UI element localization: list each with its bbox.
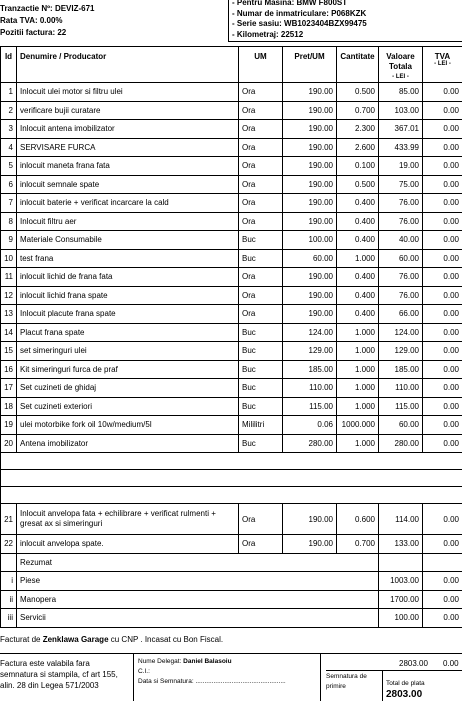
row-id: 14 xyxy=(1,323,17,342)
row-name: Inlocuit ulei motor si filtru ulei xyxy=(17,83,239,102)
row-price: 190.00 xyxy=(283,175,337,194)
summary-value: 1003.00 xyxy=(379,572,423,591)
row-id: 8 xyxy=(1,212,17,231)
row-id: 16 xyxy=(1,360,17,379)
row-price: 100.00 xyxy=(283,231,337,250)
delegate-line xyxy=(138,657,320,667)
row-tva: 0.00 xyxy=(423,397,462,416)
summary-name: Manopera xyxy=(17,590,379,609)
row-name: test frana xyxy=(17,249,239,268)
summary-title: Rezumat xyxy=(17,553,379,572)
row-id: 9 xyxy=(1,231,17,250)
row-price: 190.00 xyxy=(283,157,337,176)
row-um: Ora xyxy=(239,157,283,176)
row-value: 103.00 xyxy=(379,101,423,120)
row-qty: 0.500 xyxy=(337,175,379,194)
row-tva: 0.00 xyxy=(423,504,462,535)
row-name: verificare bujii curatare xyxy=(17,101,239,120)
validity-line: semnatura si stampila, cf art 155, xyxy=(0,669,130,680)
row-um: Buc xyxy=(239,231,283,250)
delegate-block xyxy=(133,654,321,701)
row-qty: 0.500 xyxy=(337,83,379,102)
spacer-row xyxy=(1,487,462,504)
table-row xyxy=(1,268,462,287)
row-price: 190.00 xyxy=(283,194,337,213)
sign-date-label: Data si Semnatura: .................................................. xyxy=(138,677,320,687)
row-um: Buc xyxy=(239,323,283,342)
row-um: Ora xyxy=(239,286,283,305)
row-value: 110.00 xyxy=(379,379,423,398)
col-id-header: Id xyxy=(1,47,17,83)
row-tva: 0.00 xyxy=(423,535,462,554)
row-id: 11 xyxy=(1,268,17,287)
row-price: 190.00 xyxy=(283,268,337,287)
row-value: 75.00 xyxy=(379,175,423,194)
summary-tva: 0.00 xyxy=(423,572,462,591)
row-value: 133.00 xyxy=(379,535,423,554)
row-tva: 0.00 xyxy=(423,249,462,268)
table-row xyxy=(1,138,462,157)
billing-note-prefix: Facturat de xyxy=(0,635,40,644)
delegate-name: Daniel Balasoiu xyxy=(183,658,231,665)
row-name: inlocuit baterie + verificat incarcare la cald xyxy=(17,194,239,213)
transaction-info xyxy=(0,0,228,39)
row-price: 190.00 xyxy=(283,535,337,554)
col-value-header xyxy=(379,47,423,83)
summary-name: Servicii xyxy=(17,609,379,628)
invoice-table xyxy=(0,46,462,628)
row-um: Buc xyxy=(239,360,283,379)
table-row xyxy=(1,175,462,194)
spacer-row xyxy=(1,470,462,487)
row-value: 60.00 xyxy=(379,249,423,268)
row-tva: 0.00 xyxy=(423,231,462,250)
row-name: Inlocuit filtru aer xyxy=(17,212,239,231)
summary-row xyxy=(1,572,462,591)
summary-row xyxy=(1,609,462,628)
row-qty: 1.000 xyxy=(337,397,379,416)
transaction-number: Tranzactie Nº: DEVIZ-671 xyxy=(0,3,228,15)
row-qty: 0.400 xyxy=(337,268,379,287)
table-row xyxy=(1,379,462,398)
row-value: 40.00 xyxy=(379,231,423,250)
row-tva: 0.00 xyxy=(423,305,462,324)
row-name: Placut frana spate xyxy=(17,323,239,342)
row-tva: 0.00 xyxy=(423,268,462,287)
row-um: Ora xyxy=(239,175,283,194)
row-name: ulei motorbike fork oil 10w/medium/5l xyxy=(17,416,239,435)
row-id: 18 xyxy=(1,397,17,416)
row-um: Buc xyxy=(239,434,283,453)
table-row xyxy=(1,305,462,324)
row-value: 19.00 xyxy=(379,157,423,176)
row-id: 15 xyxy=(1,342,17,361)
row-qty: 0.100 xyxy=(337,157,379,176)
table-row xyxy=(1,212,462,231)
mileage: - Kilometraj: 22512 xyxy=(232,30,462,41)
row-tva: 0.00 xyxy=(423,157,462,176)
table-row xyxy=(1,194,462,213)
total-pay-label: Total de plata xyxy=(386,680,425,687)
row-tva: 0.00 xyxy=(423,360,462,379)
row-name: inlocuit semnale spate xyxy=(17,175,239,194)
row-qty: 1.000 xyxy=(337,249,379,268)
row-price: 110.00 xyxy=(283,379,337,398)
row-tva: 0.00 xyxy=(423,194,462,213)
row-tva: 0.00 xyxy=(423,83,462,102)
billing-note-suffix: cu CNP . Incasat cu Bon Fiscal. xyxy=(111,635,223,644)
row-qty: 0.400 xyxy=(337,286,379,305)
row-id: 19 xyxy=(1,416,17,435)
table-row xyxy=(1,504,462,535)
vehicle-info xyxy=(228,0,462,42)
grand-total: 2803.00 xyxy=(399,659,428,668)
col-value-title: Valoare Totala xyxy=(386,52,414,71)
row-price: 190.00 xyxy=(283,120,337,139)
row-tva: 0.00 xyxy=(423,434,462,453)
vat-rate: Rata TVA: 0.00% xyxy=(0,15,228,27)
validity-line: Factura este valabila fara xyxy=(0,658,130,669)
row-price: 190.00 xyxy=(283,286,337,305)
row-id: 10 xyxy=(1,249,17,268)
row-value: 433.99 xyxy=(379,138,423,157)
col-um-header: UM xyxy=(239,47,283,83)
row-tva: 0.00 xyxy=(423,323,462,342)
row-um: Ora xyxy=(239,535,283,554)
table-row xyxy=(1,120,462,139)
row-qty: 1.000 xyxy=(337,434,379,453)
row-price: 185.00 xyxy=(283,360,337,379)
col-value-unit: - LEI - xyxy=(382,72,419,82)
col-tva-title: TVA xyxy=(435,52,450,61)
row-value: 85.00 xyxy=(379,83,423,102)
row-um: Ora xyxy=(239,194,283,213)
row-id: 7 xyxy=(1,194,17,213)
row-qty: 1.000 xyxy=(337,379,379,398)
billing-company: Zenklawa Garage xyxy=(43,635,109,644)
row-value: 280.00 xyxy=(379,434,423,453)
row-value: 115.00 xyxy=(379,397,423,416)
row-qty: 0.400 xyxy=(337,212,379,231)
row-id: 17 xyxy=(1,379,17,398)
row-id: 4 xyxy=(1,138,17,157)
row-name: inlocuit maneta frana fata xyxy=(17,157,239,176)
row-value: 66.00 xyxy=(379,305,423,324)
table-row xyxy=(1,416,462,435)
row-price: 60.00 xyxy=(283,249,337,268)
billing-note xyxy=(0,635,223,644)
table-row xyxy=(1,249,462,268)
row-id: 13 xyxy=(1,305,17,324)
table-row xyxy=(1,360,462,379)
row-value: 114.00 xyxy=(379,504,423,535)
row-tva: 0.00 xyxy=(423,101,462,120)
row-qty: 0.400 xyxy=(337,194,379,213)
row-id: 6 xyxy=(1,175,17,194)
row-value: 367.01 xyxy=(379,120,423,139)
row-price: 190.00 xyxy=(283,101,337,120)
summary-title-row xyxy=(1,553,462,572)
table-row xyxy=(1,231,462,250)
table-row xyxy=(1,286,462,305)
row-price: 190.00 xyxy=(283,212,337,231)
total-pay-value: 2803.00 xyxy=(386,689,422,700)
row-qty: 1.000 xyxy=(337,360,379,379)
row-price: 0.06 xyxy=(283,416,337,435)
row-qty: 0.400 xyxy=(337,231,379,250)
row-name: Inlocuit placute frana spate xyxy=(17,305,239,324)
row-tva: 0.00 xyxy=(423,416,462,435)
row-name: Antena imobilizator xyxy=(17,434,239,453)
row-id: 5 xyxy=(1,157,17,176)
table-row xyxy=(1,342,462,361)
row-value: 185.00 xyxy=(379,360,423,379)
summary-tva: 0.00 xyxy=(423,590,462,609)
row-tva: 0.00 xyxy=(423,175,462,194)
validity-line: alin. 28 din Legea 571/2003 xyxy=(0,680,130,691)
row-name: Set cuzineti de ghidaj xyxy=(17,379,239,398)
row-tva: 0.00 xyxy=(423,120,462,139)
row-value: 76.00 xyxy=(379,212,423,231)
row-um: Buc xyxy=(239,397,283,416)
spacer-row xyxy=(1,453,462,470)
row-qty: 0.700 xyxy=(337,535,379,554)
row-um: Buc xyxy=(239,342,283,361)
row-id: 1 xyxy=(1,83,17,102)
row-name: SERVISARE FURCA xyxy=(17,138,239,157)
summary-row xyxy=(1,590,462,609)
row-value: 129.00 xyxy=(379,342,423,361)
row-price: 190.00 xyxy=(283,305,337,324)
delegate-label: Nume Delegat: xyxy=(138,658,181,665)
row-tva: 0.00 xyxy=(423,379,462,398)
row-name: inlocuit anvelopa spate. xyxy=(17,535,239,554)
grand-total-tva: 0.00 xyxy=(443,659,459,668)
row-tva: 0.00 xyxy=(423,138,462,157)
row-name: Inlocuit anvelopa fata + echilibrare + verificat rulmenti + gresat ax si simeringuri xyxy=(17,504,239,535)
row-um: Ora xyxy=(239,212,283,231)
row-qty: 1000.000 xyxy=(337,416,379,435)
summary-id: ii xyxy=(1,590,17,609)
col-name-header: Denumire / Producator xyxy=(17,47,239,83)
row-um: Buc xyxy=(239,379,283,398)
row-value: 76.00 xyxy=(379,286,423,305)
summary-name: Piese xyxy=(17,572,379,591)
vehicle-model: - Pentru Masina: BMW F800ST xyxy=(232,0,462,9)
row-um: Ora xyxy=(239,504,283,535)
col-price-header: Pret/UM xyxy=(283,47,337,83)
receiver-signature xyxy=(322,672,386,692)
row-qty: 1.000 xyxy=(337,323,379,342)
table-row xyxy=(1,434,462,453)
row-um: Ora xyxy=(239,138,283,157)
chassis-number: - Serie sasiu: WB1023404BZX99475 xyxy=(232,19,462,30)
row-id: 22 xyxy=(1,535,17,554)
summary-id: i xyxy=(1,572,17,591)
row-price: 280.00 xyxy=(283,434,337,453)
row-qty: 2.300 xyxy=(337,120,379,139)
row-value: 124.00 xyxy=(379,323,423,342)
summary-value: 100.00 xyxy=(379,609,423,628)
row-id: 2 xyxy=(1,101,17,120)
ci-label: C.I.: xyxy=(138,667,320,677)
row-price: 129.00 xyxy=(283,342,337,361)
row-qty: 0.400 xyxy=(337,305,379,324)
row-um: Ora xyxy=(239,120,283,139)
row-name: inlocuit lichid frana spate xyxy=(17,286,239,305)
row-um: Ora xyxy=(239,83,283,102)
row-price: 115.00 xyxy=(283,397,337,416)
summary-tva: 0.00 xyxy=(423,609,462,628)
row-value: 76.00 xyxy=(379,194,423,213)
table-header-row xyxy=(1,47,462,83)
row-qty: 0.600 xyxy=(337,504,379,535)
row-price: 124.00 xyxy=(283,323,337,342)
table-row xyxy=(1,83,462,102)
row-price: 190.00 xyxy=(283,504,337,535)
table-row xyxy=(1,323,462,342)
row-name: Materiale Consumabile xyxy=(17,231,239,250)
row-tva: 0.00 xyxy=(423,286,462,305)
validity-note xyxy=(0,658,130,691)
row-qty: 2.600 xyxy=(337,138,379,157)
row-name: Kit simeringuri furca de praf xyxy=(17,360,239,379)
table-row xyxy=(1,397,462,416)
row-id: 12 xyxy=(1,286,17,305)
col-qty-header: Cantitate xyxy=(337,47,379,83)
row-name: Inlocuit antena imobilizator xyxy=(17,120,239,139)
row-price: 190.00 xyxy=(283,138,337,157)
row-name: Set cuzineti exteriori xyxy=(17,397,239,416)
row-um: Mililitri xyxy=(239,416,283,435)
row-um: Ora xyxy=(239,305,283,324)
row-tva: 0.00 xyxy=(423,342,462,361)
invoice-positions: Pozitii factura: 22 xyxy=(0,27,228,39)
col-tva-unit: - LEI - xyxy=(426,61,459,67)
row-qty: 1.000 xyxy=(337,342,379,361)
plate-number: - Numar de inmatriculare: P068KZK xyxy=(232,9,462,20)
row-value: 76.00 xyxy=(379,268,423,287)
summary-value: 1700.00 xyxy=(379,590,423,609)
table-row xyxy=(1,101,462,120)
row-price: 190.00 xyxy=(283,83,337,102)
col-tva-header xyxy=(423,47,462,83)
row-id: 21 xyxy=(1,504,17,535)
table-row xyxy=(1,157,462,176)
row-tva: 0.00 xyxy=(423,212,462,231)
summary-id: iii xyxy=(1,609,17,628)
row-value: 60.00 xyxy=(379,416,423,435)
row-um: Ora xyxy=(239,101,283,120)
receiver-sign-label: primire xyxy=(326,682,386,692)
row-id: 20 xyxy=(1,434,17,453)
row-um: Buc xyxy=(239,249,283,268)
row-id: 3 xyxy=(1,120,17,139)
row-qty: 0.700 xyxy=(337,101,379,120)
row-um: Ora xyxy=(239,268,283,287)
row-name: inlocuit lichid de frana fata xyxy=(17,268,239,287)
table-row xyxy=(1,535,462,554)
receiver-sign-label: Semnatura de xyxy=(326,672,386,682)
row-name: set simeringuri ulei xyxy=(17,342,239,361)
